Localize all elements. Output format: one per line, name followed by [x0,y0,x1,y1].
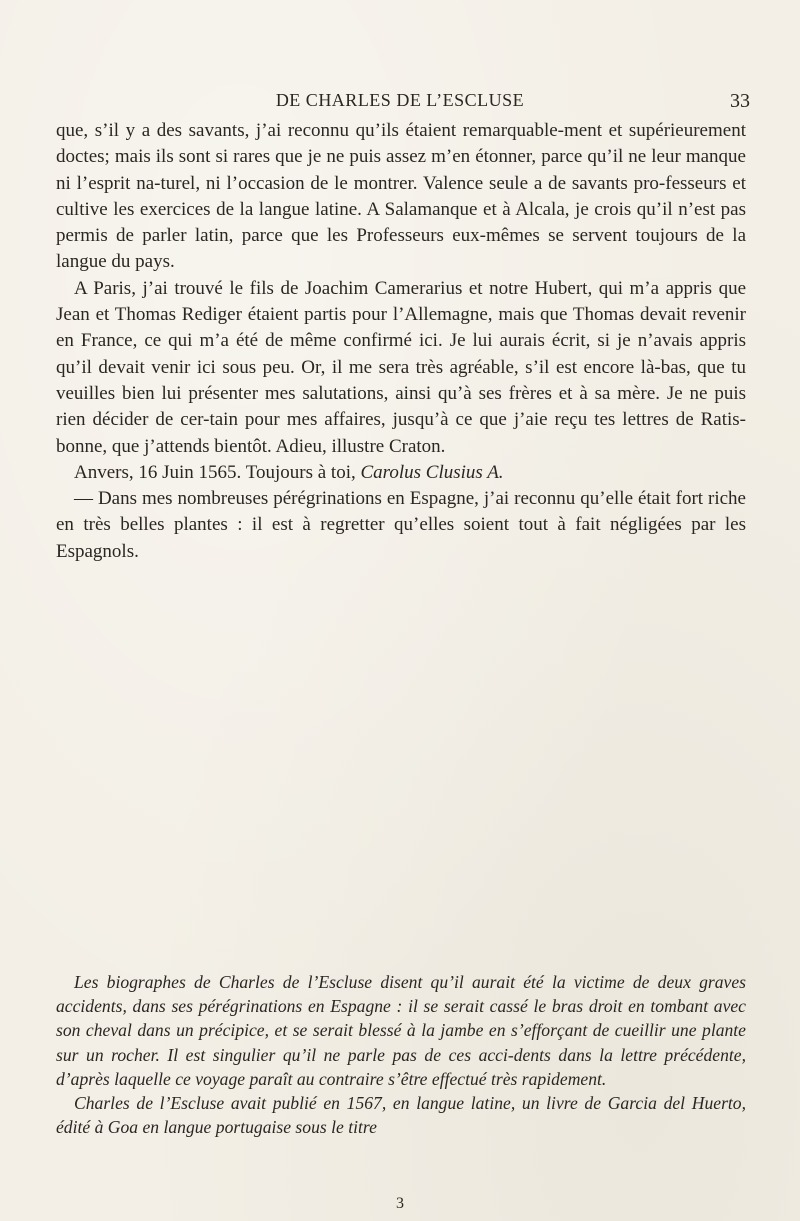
letter-signature [56,460,746,486]
paragraph-2: A Paris, j’ai trouvé le fils de Joachim Camerarius et notre Hubert, qui m’a appris que Jean et Thomas Rediger étaient partis pour l’Allemagne, mais que Thomas devait revenir en France, ce qui m’a été de même confirmé ici. Je lui aurais écrit, si je n’avais appris qu’il devait venir ici sous peu. Or, il me sera très agréable, s’il est encore là-bas, que tu veuilles bien lui présenter mes salutations, ainsi qu’à ses frères et à sa mère. Je ne puis rien décider de cer-tain pour mes affaires, jusqu’à ce que j’aie reçu tes lettres de Ratis-bonne, que j’attends bientôt. Adieu, illustre Craton. [56,277,746,457]
signature-name: Carolus Clusius A. [360,461,504,483]
paragraph-3: — Dans mes nombreuses pérégrinations en Espagne, j’ai reconnu qu’elle était fort riche en très belles plantes : il est à regretter qu’elles soient tout à fait négligées par les Espagnols. [56,488,746,562]
running-title: DE CHARLES DE L’ESCLUSE [275,90,525,110]
signature-place-date: Anvers, 16 Juin 1565. Toujours à toi, [74,461,361,483]
footnote-paragraph-2: Charles de l’Escluse avait publié en 1567, en langue latine, un livre de Garcia del Huerto, édité à Goa en langue portugaise sous le titre [56,1093,746,1138]
footnote-number: 3 [396,1195,404,1212]
footnote [56,970,746,1139]
main-text [56,118,746,565]
page-number: 33 [730,90,750,112]
running-header [0,90,800,116]
footnote-paragraph-1: Les biographes de Charles de l’Escluse disent qu’il aurait été la victime de deux graves accidents, dans ses pérégrinations en Espagne : il se serait cassé le bras droit en tombant avec son cheval dans un précipice, et se serait blessé à la jambe en s’efforçant de cueillir une plante sur un rocher. Il est singulier qu’il ne parle pas de ces acci-dents dans la lettre précédente, d’après laquelle ce voyage paraît au contraire s’être effectué très rapidement. [56,972,746,1089]
paragraph-1: que, s’il y a des savants, j’ai reconnu qu’ils étaient remarquable-ment et supérieurement doctes; mais ils sont si rares que je ne puis assez m’en étonner, parce qu’il ne leur manque ni l’esprit na-turel, ni l’occasion de le montrer. Valence seule a de savants pro-fesseurs et cultive les exercices de la langue latine. A Salamanque et à Alcala, je crois qu’il n’est pas permis de parler latin, parce que les Professeurs eux-mêmes se servent toujours de la langue du pays. [56,120,746,273]
